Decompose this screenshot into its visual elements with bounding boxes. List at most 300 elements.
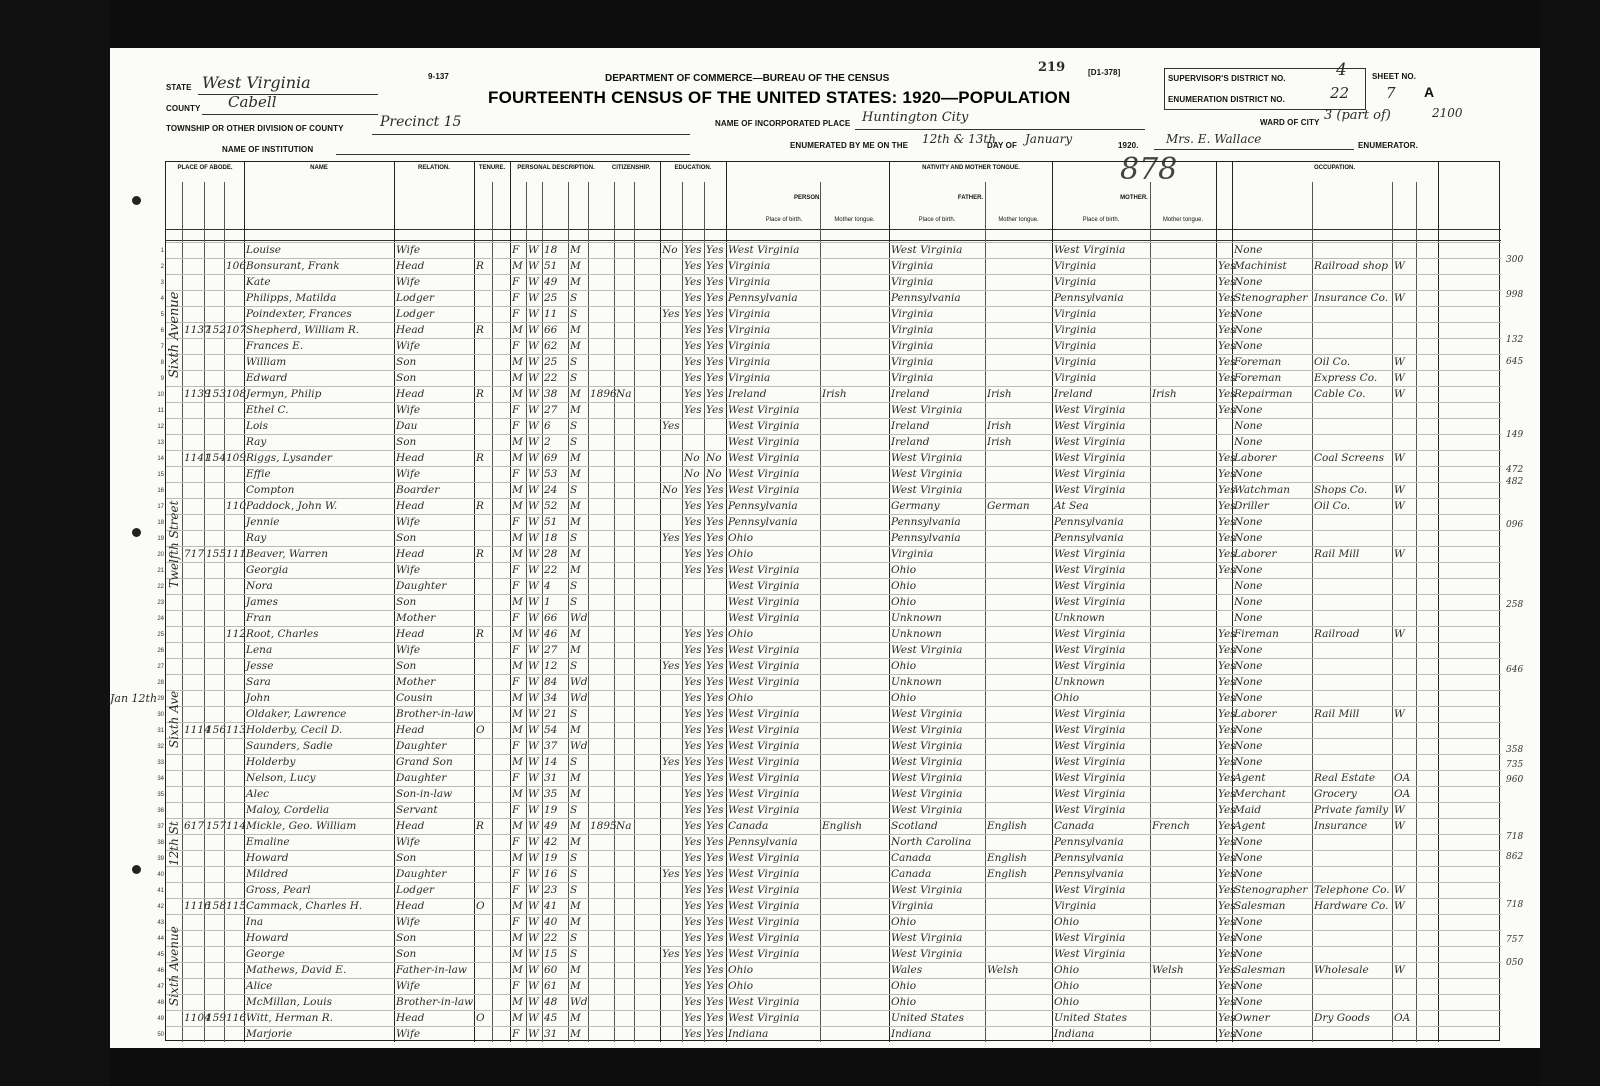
cell-house bbox=[184, 787, 203, 802]
cell-tenure bbox=[476, 643, 491, 658]
cell-tenure bbox=[476, 771, 491, 786]
table-row bbox=[157, 690, 1501, 706]
cell-sex: F bbox=[512, 276, 520, 288]
cell-imm bbox=[590, 275, 613, 290]
cell-imm bbox=[590, 755, 613, 770]
cell-mtongue bbox=[1152, 291, 1215, 306]
cell-race: W bbox=[528, 932, 539, 944]
cell-fpob: West Virginia bbox=[891, 468, 963, 480]
cell-tongue bbox=[822, 483, 888, 498]
cell-age: 53 bbox=[544, 468, 558, 480]
cell-tenure bbox=[476, 707, 491, 722]
supervisor-value: 4 bbox=[1336, 60, 1347, 80]
cell-pob: West Virginia bbox=[728, 932, 800, 944]
cell-age: 23 bbox=[544, 884, 558, 896]
cell-fpob: West Virginia bbox=[891, 884, 963, 896]
cell-read: Yes bbox=[684, 692, 702, 704]
cell-imm bbox=[590, 659, 613, 674]
cell-fpob: Ohio bbox=[891, 916, 917, 928]
cell-school: Yes bbox=[662, 532, 680, 544]
cell-occ: Laborer bbox=[1234, 452, 1277, 464]
cell-ind: Express Co. bbox=[1314, 372, 1378, 384]
mother-tongue-header: Mother tongue. bbox=[1162, 217, 1204, 223]
cell-nat bbox=[616, 339, 633, 354]
cell-occ: Foreman bbox=[1234, 356, 1282, 368]
cell-marital: M bbox=[570, 340, 581, 352]
cell-write: Yes bbox=[706, 388, 724, 400]
cell-age: 27 bbox=[544, 644, 558, 656]
cell-cls bbox=[1394, 995, 1415, 1010]
cell-family bbox=[226, 787, 243, 802]
cell-dwelling bbox=[206, 803, 223, 818]
cell-pob: West Virginia bbox=[728, 660, 800, 672]
cell-tenure bbox=[476, 995, 491, 1010]
cell-imm bbox=[590, 963, 613, 978]
note-2100: 2100 bbox=[1432, 106, 1463, 120]
margin-figure: 482 bbox=[1506, 477, 1524, 487]
table-row bbox=[157, 802, 1501, 818]
cell-eng: Yes bbox=[1218, 868, 1236, 880]
cell-tongue bbox=[822, 291, 888, 306]
cell-dwelling bbox=[206, 979, 223, 994]
cell-name: Louise bbox=[246, 244, 282, 256]
cell-house bbox=[184, 259, 203, 274]
cell-pob: West Virginia bbox=[728, 756, 800, 768]
ward-value: 3 (part of) bbox=[1324, 108, 1391, 123]
cell-nat bbox=[616, 707, 633, 722]
column-number bbox=[182, 230, 204, 240]
cell-family: 109 bbox=[226, 452, 247, 464]
cell-imm bbox=[590, 467, 613, 482]
cell-race: W bbox=[528, 580, 539, 592]
cell-marital: S bbox=[570, 708, 578, 720]
cell-marital: S bbox=[570, 884, 578, 896]
cell-ind bbox=[1314, 323, 1391, 338]
cell-race: W bbox=[528, 500, 539, 512]
row-number: 32 bbox=[157, 744, 164, 750]
table-row bbox=[157, 674, 1501, 690]
cell-ind: Real Estate bbox=[1314, 772, 1376, 784]
cell-family bbox=[226, 563, 243, 578]
cell-school bbox=[662, 387, 681, 402]
cell-relation: Head bbox=[396, 900, 425, 912]
cell-family bbox=[226, 515, 243, 530]
cell-relation: Dau bbox=[396, 420, 418, 432]
table-row bbox=[160, 338, 1501, 354]
cell-occ: Watchman bbox=[1234, 484, 1290, 496]
cell-nat bbox=[616, 643, 633, 658]
cell-mtongue bbox=[1152, 483, 1215, 498]
cell-mpob: Canada bbox=[1054, 820, 1095, 832]
cell-mtongue bbox=[1152, 707, 1215, 722]
cell-age: 22 bbox=[544, 932, 558, 944]
cell-family: 116 bbox=[226, 1012, 247, 1024]
cell-eng: Yes bbox=[1218, 820, 1236, 832]
cell-name: Philipps, Matilda bbox=[246, 292, 337, 304]
cell-school bbox=[662, 707, 681, 722]
page-title: FOURTEENTH CENSUS OF THE UNITED STATES: 1920—POPULATION bbox=[488, 88, 1071, 107]
cell-tongue bbox=[822, 419, 888, 434]
cell-name: Sara bbox=[246, 676, 271, 688]
cell-school: Yes bbox=[662, 868, 680, 880]
cell-ftongue bbox=[987, 979, 1051, 994]
cell-dwelling bbox=[206, 963, 223, 978]
cell-mpob: West Virginia bbox=[1054, 772, 1126, 784]
cell-age: 42 bbox=[544, 836, 558, 848]
cell-sex: F bbox=[512, 244, 520, 256]
cell-sex: M bbox=[512, 324, 523, 336]
cell-school bbox=[662, 979, 681, 994]
column-number bbox=[1312, 230, 1392, 240]
cell-fpob: West Virginia bbox=[891, 452, 963, 464]
cell-write: Yes bbox=[706, 964, 724, 976]
cell-age: 11 bbox=[544, 308, 558, 320]
cell-school bbox=[662, 931, 681, 946]
cell-dwelling: 155 bbox=[206, 548, 227, 560]
cell-imm bbox=[590, 451, 613, 466]
cell-mtongue bbox=[1152, 803, 1215, 818]
cell-cls bbox=[1394, 563, 1415, 578]
cell-occ: None bbox=[1234, 980, 1263, 992]
cell-tongue bbox=[822, 243, 888, 258]
cell-house bbox=[184, 803, 203, 818]
cell-race: W bbox=[528, 676, 539, 688]
row-number: 37 bbox=[157, 824, 164, 830]
cell-school: No bbox=[662, 244, 678, 256]
cell-nat bbox=[616, 723, 633, 738]
cell-cls: W bbox=[1394, 372, 1405, 384]
cell-house bbox=[184, 435, 203, 450]
cell-mtongue bbox=[1152, 995, 1215, 1010]
cell-ind bbox=[1314, 979, 1391, 994]
cell-imm bbox=[590, 867, 613, 882]
cell-cls: W bbox=[1394, 708, 1405, 720]
cell-cls bbox=[1394, 723, 1415, 738]
cell-street bbox=[168, 867, 181, 882]
punch-hole bbox=[132, 865, 141, 874]
cell-name: Nora bbox=[246, 580, 273, 592]
cell-mpob: Ohio bbox=[1054, 980, 1080, 992]
cell-imm bbox=[590, 339, 613, 354]
cell-imm bbox=[590, 1027, 613, 1042]
margin-figure: 998 bbox=[1506, 290, 1524, 300]
cell-house bbox=[184, 579, 203, 594]
cell-relation: Head bbox=[396, 452, 425, 464]
row-number: 9 bbox=[160, 376, 164, 382]
cell-tenure: O bbox=[476, 900, 485, 912]
cell-family: 111 bbox=[226, 548, 247, 560]
cell-nat bbox=[616, 899, 633, 914]
cell-tenure bbox=[476, 531, 491, 546]
cell-street bbox=[168, 403, 181, 418]
tongue-header: Mother tongue. bbox=[834, 217, 875, 223]
county-value: Cabell bbox=[228, 93, 277, 111]
cell-dwelling bbox=[206, 691, 223, 706]
cell-occ: None bbox=[1234, 1028, 1263, 1040]
cell-marital: M bbox=[570, 836, 581, 848]
column-number bbox=[1392, 230, 1416, 240]
cell-house: 717 bbox=[184, 548, 205, 560]
cell-mpob: Pennsylvania bbox=[1054, 836, 1124, 848]
row-number: 23 bbox=[157, 600, 164, 606]
education-header: EDUCATION. bbox=[674, 165, 712, 171]
cell-age: 62 bbox=[544, 340, 558, 352]
cell-tongue bbox=[822, 451, 888, 466]
cell-mtongue bbox=[1152, 403, 1215, 418]
row-number: 6 bbox=[160, 328, 164, 334]
cell-dwelling bbox=[206, 419, 223, 434]
cell-occ: None bbox=[1234, 852, 1263, 864]
cell-age: 12 bbox=[544, 660, 558, 672]
cell-read bbox=[684, 595, 703, 610]
cell-fpob: Virginia bbox=[891, 308, 934, 320]
column-number bbox=[224, 230, 244, 240]
cell-school bbox=[662, 339, 681, 354]
cell-marital: S bbox=[570, 484, 578, 496]
cell-ind bbox=[1314, 915, 1391, 930]
table-row bbox=[157, 818, 1501, 834]
cell-eng: Yes bbox=[1218, 532, 1236, 544]
cell-eng: Yes bbox=[1218, 1028, 1236, 1040]
cell-mpob: Ohio bbox=[1054, 964, 1080, 976]
cell-ftongue bbox=[987, 883, 1051, 898]
cell-pob: West Virginia bbox=[728, 420, 800, 432]
cell-occ: Owner bbox=[1234, 1012, 1270, 1024]
cell-mtongue bbox=[1152, 259, 1215, 274]
cell-school bbox=[662, 963, 681, 978]
cell-cls bbox=[1394, 419, 1415, 434]
cell-name: Holderby bbox=[246, 756, 296, 768]
cell-ftongue bbox=[987, 659, 1051, 674]
cell-fpob: Virginia bbox=[891, 340, 934, 352]
cell-eng bbox=[1218, 419, 1231, 434]
table-row bbox=[157, 1010, 1501, 1026]
cell-read: Yes bbox=[684, 996, 702, 1008]
cell-tongue bbox=[822, 867, 888, 882]
cell-nat bbox=[616, 531, 633, 546]
cell-name: Effie bbox=[246, 468, 271, 480]
row-number: 41 bbox=[157, 888, 164, 894]
cell-occ: None bbox=[1234, 596, 1263, 608]
cell-name: John bbox=[246, 692, 271, 704]
table-row bbox=[157, 482, 1501, 498]
margin-figure: 300 bbox=[1506, 255, 1524, 265]
cell-mpob: West Virginia bbox=[1054, 420, 1126, 432]
cell-pob: Virginia bbox=[728, 276, 771, 288]
cell-mpob: West Virginia bbox=[1054, 884, 1126, 896]
margin-figure: 735 bbox=[1506, 760, 1524, 770]
cell-mpob: West Virginia bbox=[1054, 404, 1126, 416]
cell-race: W bbox=[528, 740, 539, 752]
cell-name: Ray bbox=[246, 532, 267, 544]
cell-relation: Lodger bbox=[396, 292, 434, 304]
scan-border-left bbox=[0, 0, 110, 1086]
cell-mtongue bbox=[1152, 979, 1215, 994]
cell-imm bbox=[590, 787, 613, 802]
cell-eng: Yes bbox=[1218, 788, 1236, 800]
supervisor-label: SUPERVISOR'S DISTRICT NO. bbox=[1168, 74, 1286, 83]
cell-ftongue bbox=[987, 483, 1051, 498]
census-table bbox=[157, 161, 1500, 1041]
cell-age: 38 bbox=[544, 388, 558, 400]
cell-mtongue bbox=[1152, 515, 1215, 530]
cell-mtongue bbox=[1152, 867, 1215, 882]
cell-relation: Son bbox=[396, 660, 417, 672]
cell-read: Yes bbox=[684, 1012, 702, 1024]
cell-eng: Yes bbox=[1218, 660, 1236, 672]
cell-ind bbox=[1314, 931, 1391, 946]
cell-write: Yes bbox=[706, 340, 724, 352]
cell-tenure bbox=[476, 467, 491, 482]
cell-fpob: Unknown bbox=[891, 676, 942, 688]
cell-dwelling bbox=[206, 643, 223, 658]
cell-ftongue bbox=[987, 803, 1051, 818]
column-number bbox=[1416, 230, 1438, 240]
cell-race: W bbox=[528, 660, 539, 672]
ward-label: WARD OF CITY bbox=[1260, 118, 1320, 127]
row-number: 1 bbox=[160, 248, 164, 254]
census-sheet bbox=[110, 48, 1540, 1048]
cell-school bbox=[662, 323, 681, 338]
table-row bbox=[157, 866, 1501, 882]
row-number: 12 bbox=[157, 424, 164, 430]
cell-family bbox=[226, 707, 243, 722]
cell-eng bbox=[1218, 595, 1231, 610]
cell-write bbox=[706, 595, 725, 610]
cell-house bbox=[184, 755, 203, 770]
cell-mpob: Virginia bbox=[1054, 324, 1097, 336]
cell-fpob: Virginia bbox=[891, 324, 934, 336]
cell-occ: None bbox=[1234, 420, 1263, 432]
cell-eng: Yes bbox=[1218, 900, 1236, 912]
cell-age: 66 bbox=[544, 612, 558, 624]
cell-school bbox=[662, 579, 681, 594]
cell-nat bbox=[616, 691, 633, 706]
cell-marital: S bbox=[570, 436, 578, 448]
cell-age: 14 bbox=[544, 756, 558, 768]
cell-mpob: West Virginia bbox=[1054, 548, 1126, 560]
cell-imm bbox=[590, 723, 613, 738]
cell-ftongue bbox=[987, 739, 1051, 754]
cell-eng: Yes bbox=[1218, 756, 1236, 768]
cell-nat bbox=[616, 499, 633, 514]
cell-marital: S bbox=[570, 868, 578, 880]
enumerator-label: ENUMERATOR. bbox=[1358, 141, 1418, 150]
cell-cls: W bbox=[1394, 452, 1405, 464]
township-label: TOWNSHIP OR OTHER DIVISION OF COUNTY bbox=[166, 124, 344, 133]
cell-relation: Daughter bbox=[396, 580, 447, 592]
cell-sex: M bbox=[512, 388, 523, 400]
cell-occ: None bbox=[1234, 244, 1263, 256]
cell-marital: M bbox=[570, 820, 581, 832]
column-number bbox=[1150, 230, 1216, 240]
cell-relation: Wife bbox=[396, 276, 421, 288]
cell-mpob: United States bbox=[1054, 1012, 1127, 1024]
cell-write: Yes bbox=[706, 804, 724, 816]
cell-sex: F bbox=[512, 804, 520, 816]
cell-fpob: West Virginia bbox=[891, 644, 963, 656]
cell-dwelling: 156 bbox=[206, 724, 227, 736]
cell-house bbox=[184, 627, 203, 642]
cell-house bbox=[184, 339, 203, 354]
table-row bbox=[160, 290, 1501, 306]
cell-mtongue bbox=[1152, 675, 1215, 690]
cell-fpob: Ohio bbox=[891, 660, 917, 672]
cell-house: 617 bbox=[184, 820, 205, 832]
cell-age: 60 bbox=[544, 964, 558, 976]
cell-fpob: West Virginia bbox=[891, 772, 963, 784]
cell-sex: M bbox=[512, 788, 523, 800]
cell-ind bbox=[1314, 435, 1391, 450]
cell-pob: West Virginia bbox=[728, 612, 800, 624]
cell-tenure bbox=[476, 291, 491, 306]
cell-read: Yes bbox=[684, 740, 702, 752]
cell-name: George bbox=[246, 948, 285, 960]
cell-tongue bbox=[822, 547, 888, 562]
cell-race: W bbox=[528, 980, 539, 992]
cell-occ: Salesman bbox=[1234, 900, 1286, 912]
cell-nat bbox=[616, 467, 633, 482]
cell-mtongue: Irish bbox=[1152, 388, 1177, 400]
column-number bbox=[542, 230, 568, 240]
cell-read: Yes bbox=[684, 276, 702, 288]
cell-mpob: Virginia bbox=[1054, 276, 1097, 288]
cell-house bbox=[184, 979, 203, 994]
cell-school bbox=[662, 995, 681, 1010]
cell-school bbox=[662, 499, 681, 514]
cell-mtongue bbox=[1152, 467, 1215, 482]
cell-dwelling bbox=[206, 371, 223, 386]
cell-school bbox=[662, 883, 681, 898]
margin-figure: 718 bbox=[1506, 900, 1524, 910]
cell-tenure bbox=[476, 931, 491, 946]
cell-race: W bbox=[528, 1028, 539, 1040]
cell-cls bbox=[1394, 931, 1415, 946]
cell-ftongue bbox=[987, 243, 1051, 258]
cell-imm bbox=[590, 499, 613, 514]
cell-sex: M bbox=[512, 484, 523, 496]
cell-dwelling bbox=[206, 595, 223, 610]
cell-occ: Repairman bbox=[1234, 388, 1293, 400]
cell-eng: Yes bbox=[1218, 724, 1236, 736]
cell-house bbox=[184, 531, 203, 546]
cell-ftongue bbox=[987, 787, 1051, 802]
cell-cls bbox=[1394, 867, 1415, 882]
township-line bbox=[372, 134, 690, 135]
cell-school bbox=[662, 403, 681, 418]
cell-ftongue bbox=[987, 579, 1051, 594]
cell-marital: M bbox=[570, 788, 581, 800]
cell-mpob: Unknown bbox=[1054, 612, 1105, 624]
cell-pob: West Virginia bbox=[728, 868, 800, 880]
cell-dwelling bbox=[206, 659, 223, 674]
cell-read: Yes bbox=[684, 500, 702, 512]
cell-nat bbox=[616, 307, 633, 322]
cell-family bbox=[226, 435, 243, 450]
cell-write: Yes bbox=[706, 852, 724, 864]
cell-imm bbox=[590, 739, 613, 754]
cell-write: Yes bbox=[706, 692, 724, 704]
cell-race: W bbox=[528, 596, 539, 608]
cell-family bbox=[226, 675, 243, 690]
cell-write: Yes bbox=[706, 996, 724, 1008]
date-note: Jan 12th bbox=[110, 692, 158, 705]
cell-nat bbox=[616, 659, 633, 674]
margin-figure: 358 bbox=[1506, 745, 1524, 755]
cell-house bbox=[184, 595, 203, 610]
row-number: 24 bbox=[157, 616, 164, 622]
cell-eng: Yes bbox=[1218, 932, 1236, 944]
